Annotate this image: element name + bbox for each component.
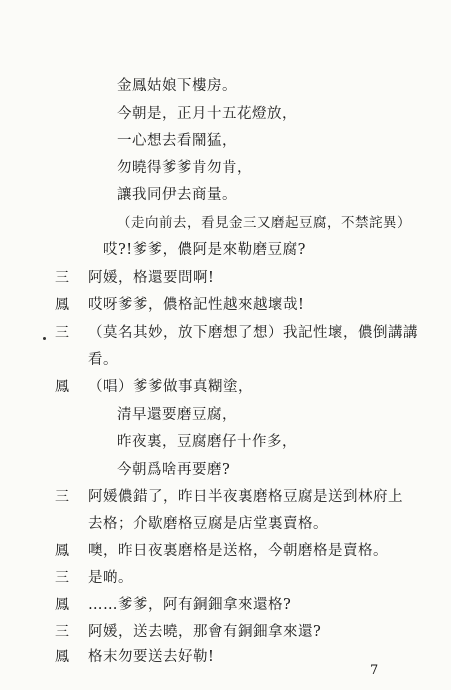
line-text: 格末勿要送去好勒! <box>88 649 215 665</box>
text-line <box>0 73 451 99</box>
line-text: 一心想去看鬧猛， <box>117 133 237 149</box>
line-text: 勿曉得爹爹肯勿肯， <box>117 160 252 176</box>
line-text: 今朝爲啥再要磨? <box>117 462 231 478</box>
text-line <box>0 155 451 181</box>
stage-direction-line <box>0 210 451 236</box>
dialogue-line <box>0 644 451 670</box>
speaker-label: 三 <box>55 570 69 586</box>
dialogue-line <box>0 484 451 510</box>
speaker-label: 三 <box>55 325 69 341</box>
line-text: 昨夜裏，豆腐磨仔十作多， <box>117 434 297 450</box>
text-line <box>0 457 451 483</box>
dialogue-line <box>0 374 451 400</box>
dialogue-line <box>0 565 451 591</box>
dialogue-line <box>0 265 451 291</box>
dialogue-line <box>0 320 451 346</box>
speaker-label: 鳳 <box>55 543 69 559</box>
speaker-label: 鳳 <box>55 379 69 395</box>
line-text: 讓我同伊去商量。 <box>117 187 237 203</box>
line-text: 今朝是，正月十五花燈放， <box>117 106 297 122</box>
line-text: 哎?!爹爹，儂阿是來勒磨豆腐? <box>103 242 306 258</box>
line-text: （走向前去，看見金三又磨起豆腐，不禁詫異） <box>117 215 411 231</box>
dialogue-line <box>0 592 451 618</box>
line-text: 阿媛，送去曉，那會有銅鈿拿來還? <box>88 624 322 640</box>
line-text: 哎呀爹爹，儂格記性越來越壞哉! <box>88 297 305 313</box>
line-text: 去格；介歇磨格豆腐是店堂裏賣格。 <box>88 516 328 532</box>
text-line <box>0 429 451 455</box>
speaker-label: 三 <box>55 270 69 286</box>
text-line <box>0 347 451 373</box>
line-text: （莫名其妙，放下磨想了想）我記性壞，儂倒講講 <box>88 325 418 341</box>
dialogue-line <box>0 538 451 564</box>
text-line <box>0 511 451 537</box>
line-text: 看。 <box>88 352 118 368</box>
line-text: 金鳳姑娘下樓房。 <box>117 78 237 94</box>
dialogue-line <box>0 619 451 645</box>
text-line <box>0 128 451 154</box>
line-text: （唱）爹爹做事真糊塗， <box>88 379 253 395</box>
speaker-label: 三 <box>55 624 69 640</box>
text-line <box>0 237 451 263</box>
line-text: 阿媛儂錯了，昨日半夜裏磨格豆腐是送到林府上 <box>88 489 403 505</box>
speaker-label: 鳳 <box>55 597 69 613</box>
page-number: 7 <box>370 663 379 678</box>
speaker-label: 鳳 <box>55 297 69 313</box>
text-line <box>0 402 451 428</box>
dialogue-line <box>0 292 451 318</box>
text-line <box>0 182 451 208</box>
text-line <box>0 101 451 127</box>
line-text: 噢，昨日夜裏磨格是送格，今朝磨格是賣格。 <box>88 543 388 559</box>
speaker-label: 三 <box>55 489 69 505</box>
line-text: 清早還要磨豆腐， <box>117 407 237 423</box>
line-text: 是啲。 <box>88 570 133 586</box>
line-text: ……爹爹，阿有銅鈿拿來還格? <box>88 597 292 613</box>
speaker-label: 鳳 <box>55 649 69 665</box>
line-text: 阿媛，格還要問啊! <box>88 270 215 286</box>
